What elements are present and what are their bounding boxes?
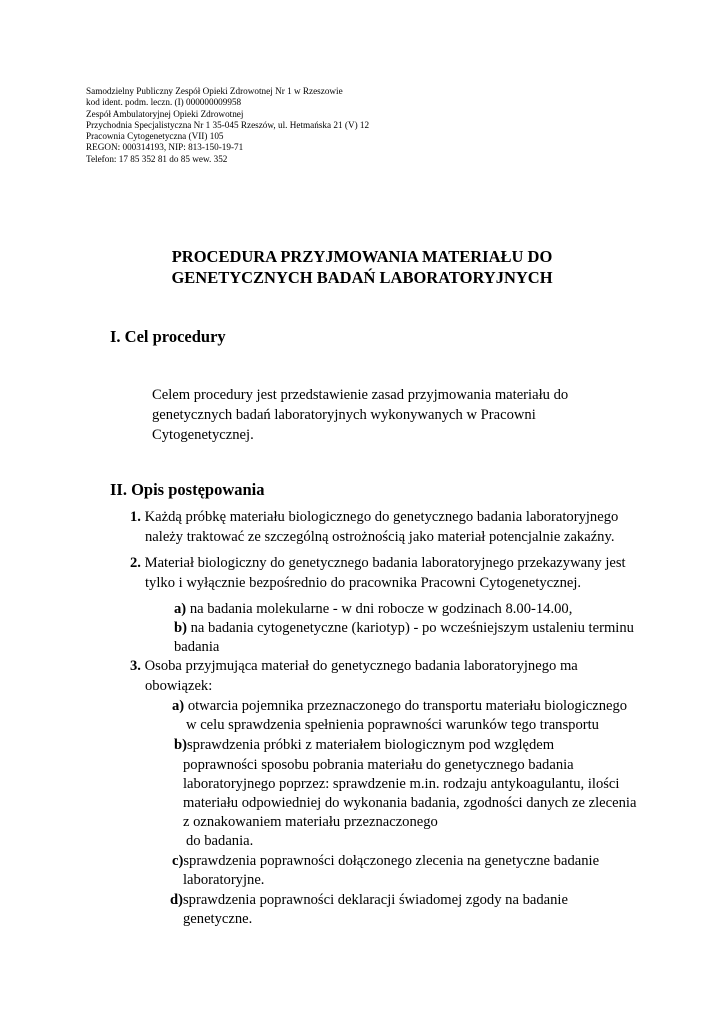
sub-a-label: a): [174, 601, 187, 617]
item-3-sub-b-line-2: poprawności sposobu pobrania materiału do genetycznego badania: [183, 757, 574, 773]
sub-a-text: otwarcia pojemnika przeznaczonego do transportu materiału biologicznego: [184, 698, 628, 714]
item-2-sub-a: [174, 599, 572, 619]
text-line: genetycznych badań laboratoryjnych wykonywanych w Pracowni: [152, 407, 536, 423]
item-2-number: 2.: [130, 555, 141, 571]
text-line: Cytogenetycznej.: [152, 427, 254, 443]
section-1-heading: I. Cel procedury: [110, 327, 226, 346]
header-line: Telefon: 17 85 352 81 do 85 wew. 352: [86, 153, 228, 164]
item-3-sub-d-cont: genetyczne.: [183, 911, 253, 927]
item-2-line-1: [130, 553, 626, 573]
section-1-text: [152, 385, 568, 445]
sub-c-label: c): [172, 853, 184, 869]
item-3-sub-b-line-6: do badania.: [186, 833, 254, 849]
item-2-line-2: tylko i wyłącznie bezpośrednio do pracownika Pracowni Cytogenetycznej.: [145, 575, 582, 591]
item-2-sub-b: [174, 618, 634, 638]
sub-c-text: sprawdzenia poprawności dołączonego zlecenia na genetyczne badanie: [183, 853, 600, 869]
document-title: [0, 246, 724, 288]
item-3-number: 3.: [130, 658, 141, 674]
item-3-sub-a: [172, 696, 627, 716]
title-line-2: GENETYCZNYCH BADAŃ LABORATORYJNYCH: [171, 268, 553, 287]
title-line-1: PROCEDURA PRZYJMOWANIA MATERIAŁU DO: [171, 247, 553, 266]
sub-b-label: b): [174, 620, 187, 636]
header-line: kod ident. podm. leczn. (I) 000000009958: [86, 97, 242, 108]
header-line: Przychodnia Specjalistyczna Nr 1 35-045 Rzeszów, ul. Hetmańska 21 (V) 12: [86, 119, 370, 130]
sub-b-text: na badania cytogenetyczne (kariotyp) - po wcześniejszym ustaleniu terminu: [186, 620, 634, 636]
sub-b-label: b): [174, 737, 187, 753]
text-line: Celem procedury jest przedstawienie zasad przyjmowania materiału do: [152, 387, 569, 403]
item-3-sub-a-cont: w celu sprawdzenia spełnienia poprawności warunków tego transportu: [186, 717, 599, 733]
item-1-text: Każdą próbkę materiału biologicznego do genetycznego badania laboratoryjnego: [140, 509, 619, 525]
section-2-heading: II. Opis postępowania: [110, 480, 265, 499]
item-1-line-2: należy traktować ze szczególną ostrożnością jako materiał potencjalnie zakaźny.: [145, 529, 615, 545]
item-1-line-1: [130, 507, 618, 527]
sub-a-text: na badania molekularne - w dni robocze w godzinach 8.00-14.00,: [186, 601, 573, 617]
header-line: Zespół Ambulatoryjnej Opieki Zdrowotnej: [86, 108, 244, 119]
item-3-sub-b-line-4: materiału odpowiedniej do wykonania badania, zgodności danych ze zlecenia: [183, 795, 637, 811]
sub-b-text: sprawdzenia próbki z materiałem biologicznym pod względem: [186, 737, 555, 753]
header-line: Pracownia Cytogenetyczna (VII) 105: [86, 131, 224, 142]
item-3-line-1: [130, 656, 578, 676]
institution-header: [86, 86, 369, 165]
item-3-line-2: obowiązek:: [145, 678, 213, 694]
item-3-sub-b-line-3: laboratoryjnego poprzez: sprawdzenie m.in. rodzaju antykoagulantu, ilości: [183, 776, 620, 792]
item-1-number: 1.: [130, 509, 141, 525]
item-3-sub-c-cont: laboratoryjne.: [183, 872, 265, 888]
item-2-text: Materiał biologiczny do genetycznego badania laboratoryjnego przekazywany jest: [140, 555, 626, 571]
item-2-sub-b-cont: badania: [174, 639, 220, 655]
item-3-sub-c: [172, 851, 599, 871]
item-3-sub-b: [174, 735, 554, 755]
item-3-sub-b-line-5: z oznakowaniem materiału przeznaczonego: [183, 814, 438, 830]
header-line: Samodzielny Publiczny Zespół Opieki Zdrowotnej Nr 1 w Rzeszowie: [86, 86, 343, 96]
sub-a-label: a): [172, 698, 185, 714]
item-3-text: Osoba przyjmująca materiał do genetycznego badania laboratoryjnego ma: [140, 658, 578, 674]
sub-d-label: d): [170, 892, 183, 908]
sub-d-text: sprawdzenia poprawności deklaracji świadomej zgody na badanie: [182, 892, 568, 908]
item-3-sub-d: [170, 890, 568, 910]
header-line: REGON: 000314193, NIP: 813-150-19-71: [86, 142, 244, 153]
